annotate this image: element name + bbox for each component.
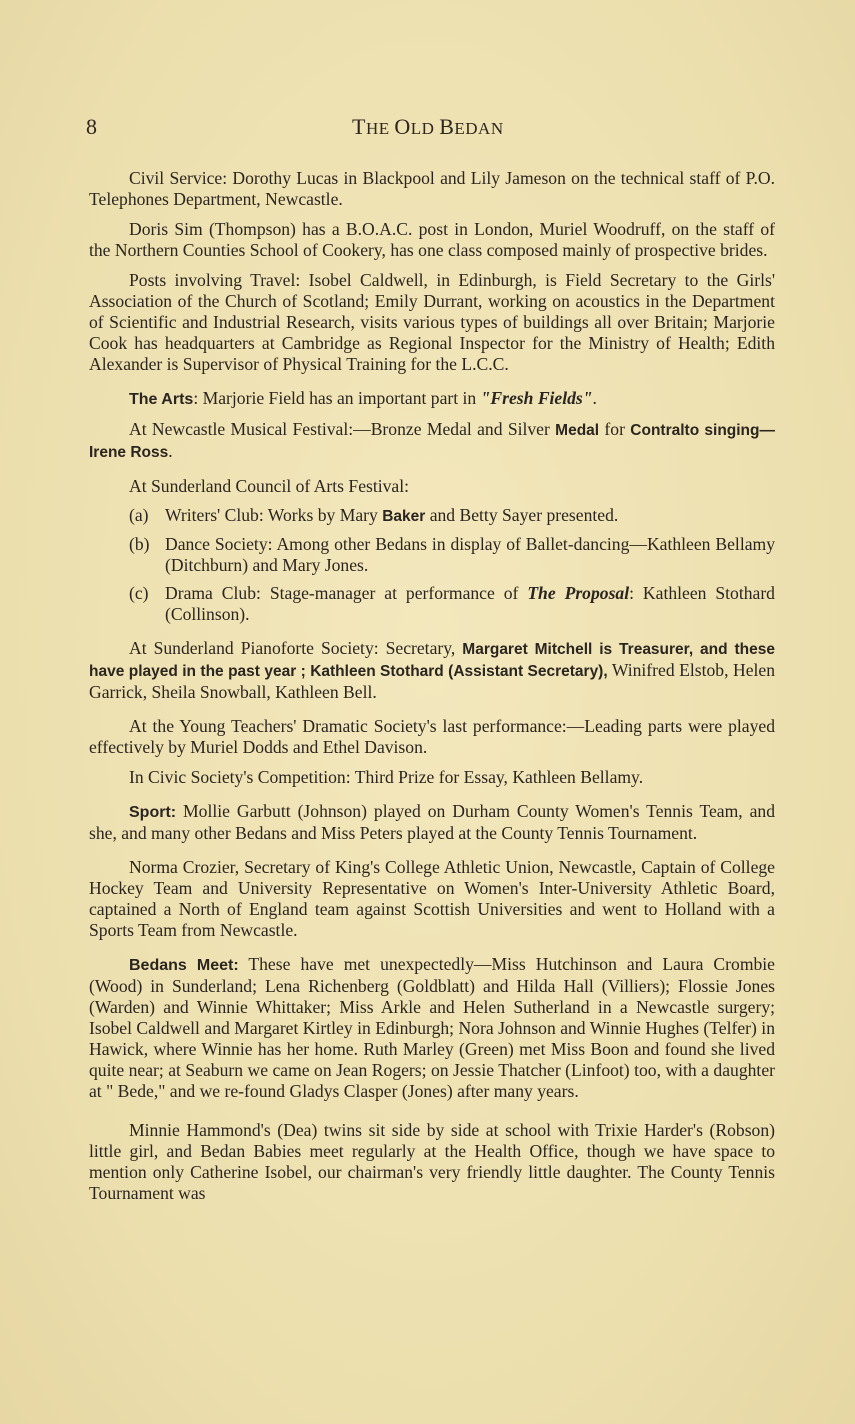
arts-text: : Marjorie Field has an important part in xyxy=(193,388,481,408)
paragraph-sport xyxy=(89,801,775,844)
sport-text: Mollie Garbutt (Johnson) played on Durham County Women's Tennis Team, and she, and many other Bedans and Miss Peters played at the County Tennis Tournament. xyxy=(89,801,775,843)
list-italic: The Proposal xyxy=(527,583,630,603)
festival-for: for xyxy=(599,419,625,439)
pianoforte-text-end: Winifred Elstob, Helen Garrick, Sheila Snowball, Kathleen Bell. xyxy=(89,660,775,702)
title-small-caps-edan: EDAN xyxy=(454,119,504,138)
festival-text: At Newcastle Musical Festival:—Bronze Medal and Silver xyxy=(129,419,556,439)
section-label-arts: The Arts xyxy=(129,391,194,408)
list-item xyxy=(129,534,775,576)
title-small-caps-he: HE xyxy=(365,119,395,138)
paragraph-young-teachers: At the Young Teachers' Dramatic Society's last performance:—Leading parts were played effectively by Muriel Dodds and Ethel Davison. xyxy=(89,716,775,757)
arts-play-title: "Fresh Fields" xyxy=(480,388,593,408)
paragraph-boac: Doris Sim (Thompson) has a B.O.A.C. post in London, Muriel Woodruff, on the staff of the Northern Counties School of Cookery, has one class composed mainly of prospective brides. xyxy=(89,219,775,260)
title-small-caps-ld: LD xyxy=(410,119,440,138)
paragraph-minnie: Minnie Hammond's (Dea) twins sit side by side at school with Trixie Harder's (Robson) little girl, and Bedan Babies meet regularly at the Health Office, though we have space to mention only Catherine Isobel, our chairman's very friendly little daughter. The County Tennis Tournament was xyxy=(89,1120,775,1203)
running-title xyxy=(352,114,504,140)
paragraph-pianoforte xyxy=(89,638,775,703)
section-label-bedans-meet: Bedans Meet: xyxy=(129,957,239,974)
list-item xyxy=(129,583,775,625)
list-item xyxy=(129,505,775,527)
pianoforte-text: At Sunderland Pianoforte Society: Secretary, xyxy=(129,638,463,658)
list-text: Dance Society: Among other Bedans in display of Ballet-dancing—Kathleen Bellamy (Ditchburn) and Mary Jones. xyxy=(165,534,775,575)
page-number: 8 xyxy=(86,114,97,139)
paragraph-norma: Norma Crozier, Secretary of King's College Athletic Union, Newcastle, Captain of College Hockey Team and University Representative on Women's Inter-University Athletic Board, captained a North of England team against Scottish Universities and went to Holland with a Sports Team from Newcastle. xyxy=(89,857,775,940)
list-marker: (a) xyxy=(129,505,149,525)
article-body xyxy=(89,168,775,1204)
paragraph-travel: Posts involving Travel: Isobel Caldwell, in Edinburgh, is Field Secretary to the Girls' Association of the Church of Scotland; Emily Durrant, working on acoustics in the Department of Scientific and Industrial Research, visits various types of buildings all over Britain; Marjorie Cook has headquarters at Cambridge as Regional Inspector for the Ministry of Health; Edith Alexander is Supervisor of Physical Training for the L.C.C. xyxy=(89,270,775,374)
festival-end: . xyxy=(168,441,173,461)
arts-end: . xyxy=(592,388,597,408)
title-letter-b: B xyxy=(439,114,455,139)
list-marker: (b) xyxy=(129,534,150,554)
list-marker: (c) xyxy=(129,583,149,603)
list-text-end: : Kathleen Stothard (Collinson). xyxy=(165,583,775,624)
paragraph-civic: In Civic Society's Competition: Third Prize for Essay, Kathleen Bellamy. xyxy=(129,767,644,787)
section-label-sport: Sport: xyxy=(129,804,177,821)
paragraph-civil-service: Civil Service: Dorothy Lucas in Blackpool and Lily Jameson on the technical staff of P.O. Telephones Department, Newcastle. xyxy=(89,168,775,209)
pianoforte-bold: Margaret Mitchell is Treasurer, and these have played in the past year ; Kathleen Stothard (Assistant Secretary), xyxy=(89,641,775,680)
festival-contralto: Contralto singing—Irene Ross xyxy=(89,422,775,461)
title-letter-o: O xyxy=(394,114,411,139)
paragraph-sunderland-intro: At Sunderland Council of Arts Festival: xyxy=(129,476,410,496)
list-bold: Baker xyxy=(382,508,426,525)
list-text: Writers' Club: Works by Mary xyxy=(165,505,383,525)
arts-festival-list xyxy=(89,505,775,625)
title-letter-t: T xyxy=(352,114,366,139)
paragraph-arts xyxy=(89,388,775,410)
list-text-end: and Betty Sayer presented. xyxy=(425,505,619,525)
meet-text: These have met unexpectedly—Miss Hutchinson and Laura Crombie (Wood) in Sunderland; Lena Richenberg (Goldblatt) and Hilda Hall (Villiers); Flossie Jones (Warden) and Winnie Whittaker; Miss Arkle and Helen Sutherland in a Newcastle surgery; Isobel Caldwell and Margaret Kirtley in Edinburgh; Nora Johnson and Winnie Hughes (Telfer) in Hawick, where Winnie has her home. Ruth Marley (Green) met Miss Boon and found she lived quite near; at Seaburn we came on Jean Rogers; on Jessie Thatcher (Linfoot) too, with a daughter at " Bede," and we re-found Gladys Clasper (Jones) after many years. xyxy=(89,954,775,1101)
festival-medal: Medal xyxy=(555,422,600,439)
paragraph-bedans-meet xyxy=(89,954,775,1102)
list-text: Drama Club: Stage-manager at performance of xyxy=(165,583,528,603)
paragraph-musical-festival xyxy=(89,419,775,463)
